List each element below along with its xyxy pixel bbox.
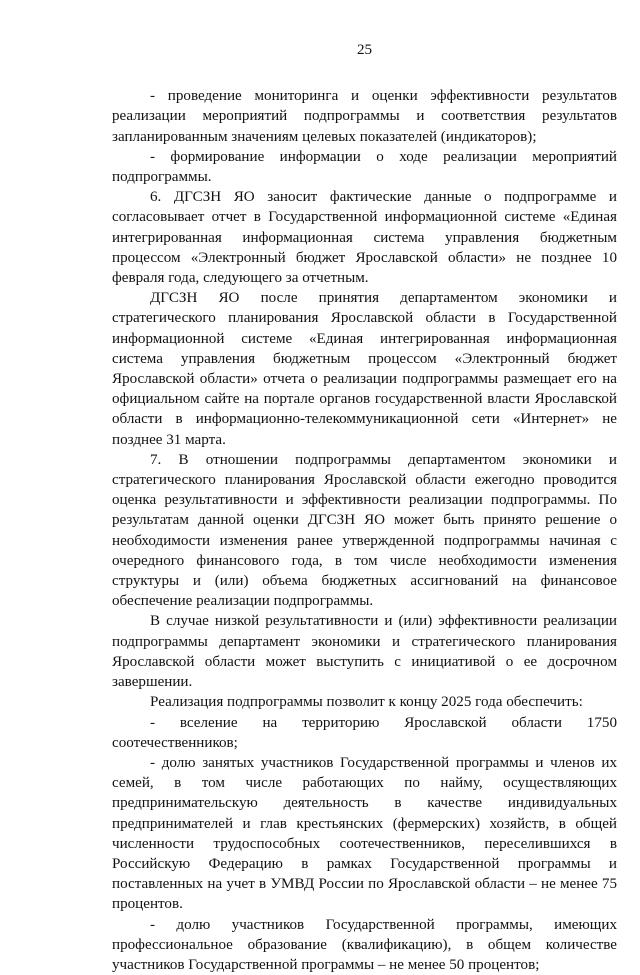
- paragraph-item-7: 7. В отношении подпрограммы департаментом экономики и стратегического планирования Ярославской области ежегодно проводится оценка результативности и эффективности реализации подпрограммы. По результатам данной оценки ДГСЗН ЯО может быть принято решение о необходимости изменения ранее утвержденной подпрограммы начиная с очередного финансового года, в том числе необходимости изменения структуры и (или) объема бюджетных ассигнований на финансовое обеспечение реализации подпрограммы.: [112, 451, 617, 610]
- paragraph-result-settlement: - вселение на территорию Ярославской области 1750 соотечественников;: [112, 714, 617, 751]
- document-page: [112, 40, 617, 975]
- paragraph-result-education: - долю участников Государственной программы, имеющих профессиональное образование (квалификацию), в общем количестве участников Государственной программы – не менее 50 процентов;: [112, 916, 617, 973]
- paragraph-information: - формирование информации о ходе реализации мероприятий подпрограммы.: [112, 148, 617, 186]
- paragraph-report-publication: ДГСЗН ЯО после принятия департаментом экономики и стратегического планирования Ярославской области в Государственной информационной системе «Единая интегрированная информационная система управления бюджетным процессом «Электронный бюджет Ярославской области» отчета о реализации подпрограммы размещает его на официальном сайте на портале органов государственной власти Ярославской области в информационно-телекоммуникационной сети «Интернет» не позднее 31 марта.: [112, 290, 617, 448]
- paragraph-monitoring: - проведение мониторинга и оценки эффективности результатов реализации мероприятий подпрограммы и соответствия результатов запланированным значениям целевых показателей (индикаторов);: [112, 88, 617, 145]
- paragraph-result-employment: - долю занятых участников Государственной программы и членов их семей, в том числе работающих по найму, осуществляющих предпринимательскую деятельность в качестве индивидуальных предпринимателей и глав крестьянских (фермерских) хозяйств, в общей численности трудоспособных соотечественников, переселившихся в Российскую Федерацию в рамках Государственной программы и поставленных на учет в УМВД России по Ярославской области – не менее 75 процентов.: [112, 754, 617, 913]
- paragraph-results-intro: Реализация подпрограммы позволит к концу 2025 года обеспечить:: [150, 694, 583, 711]
- paragraph-item-6: 6. ДГСЗН ЯО заносит фактические данные о подпрограмме и согласовывает отчет в Государственной информационной системе «Единая интегрированная информационная система управления бюджетным процессом «Электронный бюджет Ярославской области» не позднее 10 февраля года, следующего за отчетным.: [112, 189, 617, 287]
- paragraph-early-termination: В случае низкой результативности и (или) эффективности реализации подпрограммы департамент экономики и стратегического планирования Ярославской области может выступить с инициативой о ее досрочном завершении.: [112, 613, 617, 691]
- page-number: 25: [356, 42, 373, 58]
